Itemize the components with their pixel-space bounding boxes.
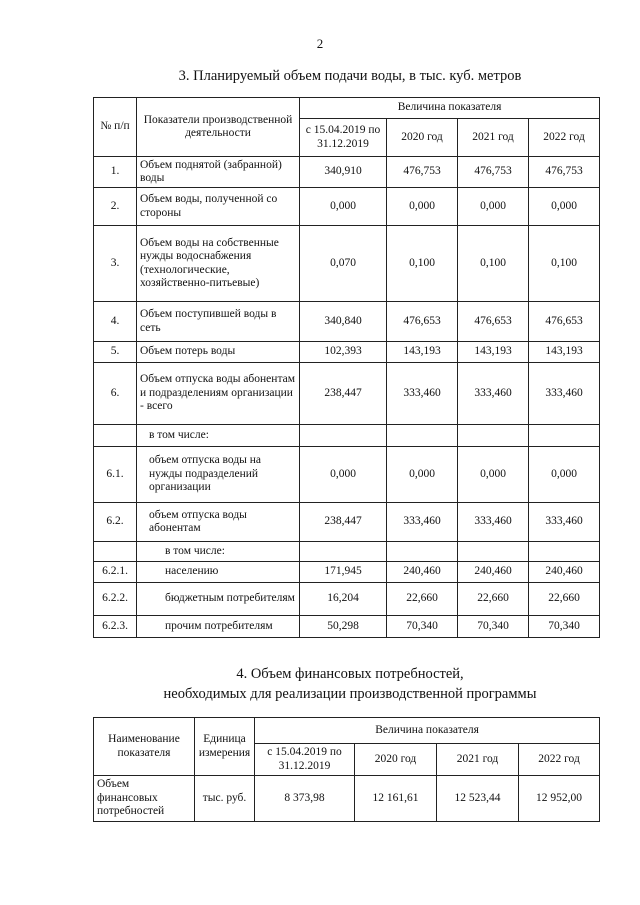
header-num: № п/п (94, 98, 137, 157)
header-period: 2021 год (437, 744, 519, 776)
table-row: 4. Объем поступившей воды в сеть 340,840 476,653 476,653 476,653 (94, 302, 600, 342)
table-row: 6.2. объем отпуска воды абонентам 238,447 333,460 333,460 333,460 (94, 503, 600, 542)
header-period: 2022 год (519, 744, 600, 776)
header-period: с 15.04.2019 по 31.12.2019 (255, 744, 355, 776)
section4-title-line1: 4. Объем финансовых потребностей, (236, 666, 464, 682)
header-period: 2022 год (529, 119, 600, 157)
table-row: 6.1. объем отпуска воды на нужды подразделений организации 0,000 0,000 0,000 0,000 (94, 447, 600, 503)
table-row: 2. Объем воды, полученной со стороны 0,000 0,000 0,000 0,000 (94, 188, 600, 226)
page-number: 2 (316, 36, 324, 51)
section3-title: 3. Планируемый объем подачи воды, в тыс. куб. метров (178, 68, 522, 84)
header-period: с 15.04.2019 по 31.12.2019 (300, 119, 387, 157)
water-supply-table (93, 97, 600, 638)
header-value-group: Величина показателя (255, 718, 600, 744)
table-row: 6.2.2. бюджетным потребителям 16,204 22,660 22,660 22,660 (94, 583, 600, 616)
header-value-group: Величина показателя (300, 98, 600, 119)
table-row: 6.2.1. населению 171,945 240,460 240,460 240,460 (94, 562, 600, 583)
table-row: в том числе: (94, 542, 600, 562)
table-row: 5. Объем потерь воды 102,393 143,193 143,193 143,193 (94, 342, 600, 363)
table-row: Объем финансовых потребностей тыс. руб. 8 373,98 12 161,61 12 523,44 12 952,00 (94, 776, 600, 822)
header-period: 2020 год (387, 119, 458, 157)
header-unit: Единица измерения (195, 718, 255, 776)
table-row: 6. Объем отпуска воды абонентам и подразделениям организации - всего 238,447 333,460 333,460 333,460 (94, 363, 600, 425)
table-row: в том числе: (94, 425, 600, 447)
header-indicator: Показатели производственной деятельности (137, 98, 300, 157)
financial-needs-table (93, 717, 600, 822)
table-row: 1. Объем поднятой (забранной) воды 340,910 476,753 476,753 476,753 (94, 157, 600, 188)
header-period: 2020 год (355, 744, 437, 776)
header-name: Наименование показателя (94, 718, 195, 776)
header-period: 2021 год (458, 119, 529, 157)
table-row: 3. Объем воды на собственные нужды водоснабжения (технологические, хозяйственно-питьевые) 0,070 0,100 0,100 0,100 (94, 226, 600, 302)
table-row: 6.2.3. прочим потребителям 50,298 70,340 70,340 70,340 (94, 616, 600, 638)
section4-title-line2: необходимых для реализации производственной программы (163, 686, 537, 702)
